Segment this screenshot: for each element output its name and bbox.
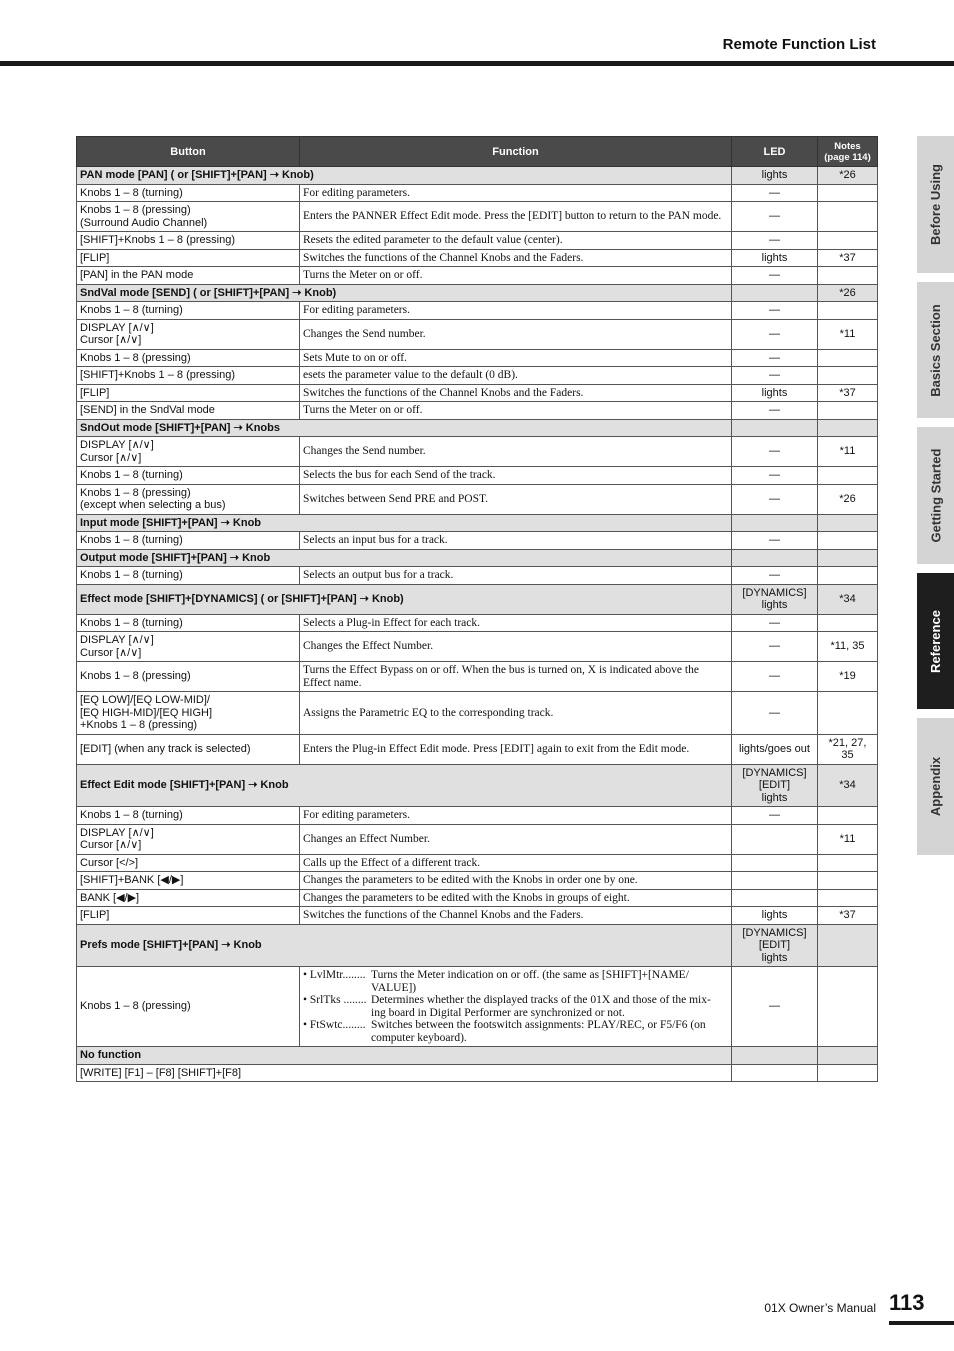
cell-notes	[818, 1064, 878, 1082]
cell-notes: *26	[818, 167, 878, 185]
table-row	[77, 532, 878, 550]
cell-notes: *11	[818, 319, 878, 349]
cell-button: [FLIP]	[77, 907, 300, 925]
cell-button: [SHIFT]+BANK [◀/▶]	[77, 872, 300, 890]
cell-led: —	[732, 184, 818, 202]
cell-button: Knobs 1 – 8 (pressing)	[77, 349, 300, 367]
cell-notes	[818, 302, 878, 320]
cell-notes	[818, 692, 878, 735]
cell-led	[732, 889, 818, 907]
page-header-title: Remote Function List	[722, 36, 876, 53]
table-row	[77, 402, 878, 420]
header-led: LED	[732, 137, 818, 167]
cell-led: lights	[732, 384, 818, 402]
cell-button: [SHIFT]+Knobs 1 – 8 (pressing)	[77, 367, 300, 385]
header-rule	[0, 61, 954, 66]
cell-button: SndVal mode [SEND] ( or [SHIFT]+[PAN] ➝ Knob)	[77, 284, 732, 302]
table-row	[77, 824, 878, 854]
cell-button: Knobs 1 – 8 (turning)	[77, 807, 300, 825]
cell-notes	[818, 267, 878, 285]
cell-function: Resets the edited parameter to the default value (center).	[300, 232, 732, 250]
cell-button: [EQ LOW]/[EQ LOW-MID]/ [EQ HIGH-MID]/[EQ HIGH] +Knobs 1 – 8 (pressing)	[77, 692, 300, 735]
cell-notes	[818, 1047, 878, 1065]
tab-label: Before Using	[928, 164, 943, 245]
page-number: 113	[889, 1290, 925, 1315]
cell-led	[732, 854, 818, 872]
cell-function: Selects an output bus for a track.	[300, 567, 732, 585]
cell-notes	[818, 854, 878, 872]
cell-button: Knobs 1 – 8 (pressing)	[77, 662, 300, 692]
cell-button: Knobs 1 – 8 (turning)	[77, 532, 300, 550]
prefs-key: • FtSwtc........	[303, 1019, 366, 1031]
table-section-row	[77, 584, 878, 614]
cell-led: —	[732, 437, 818, 467]
table-row	[77, 854, 878, 872]
cell-button: DISPLAY [∧/∨] Cursor [∧/∨]	[77, 632, 300, 662]
prefs-text: Turns the Meter indication on or off. (the same as [SHIFT]+[NAME/ VALUE])	[371, 969, 689, 994]
cell-led: —	[732, 467, 818, 485]
table-row	[77, 967, 878, 1047]
table-section-row	[77, 549, 878, 567]
cell-led: —	[732, 319, 818, 349]
table-row	[77, 662, 878, 692]
cell-button: [EDIT] (when any track is selected)	[77, 734, 300, 764]
cell-notes	[818, 349, 878, 367]
table-row	[77, 632, 878, 662]
cell-led: [DYNAMICS] [EDIT] lights	[732, 764, 818, 807]
cell-function: Switches between Send PRE and POST.	[300, 484, 732, 514]
cell-button: Knobs 1 – 8 (pressing)	[77, 967, 300, 1047]
cell-notes: *11	[818, 437, 878, 467]
cell-function: For editing parameters.	[300, 302, 732, 320]
cell-function: Sets Mute to on or off.	[300, 349, 732, 367]
remote-function-table	[76, 136, 878, 1082]
table-header-row	[77, 137, 878, 167]
cell-button: Effect Edit mode [SHIFT]+[PAN] ➝ Knob	[77, 764, 732, 807]
cell-button: DISPLAY [∧/∨] Cursor [∧/∨]	[77, 824, 300, 854]
cell-notes: *37	[818, 384, 878, 402]
cell-notes	[818, 967, 878, 1047]
cell-function: Assigns the Parametric EQ to the corresponding track.	[300, 692, 732, 735]
cell-function: Selects a Plug-in Effect for each track.	[300, 614, 732, 632]
cell-notes: *37	[818, 249, 878, 267]
cell-led: [DYNAMICS] lights	[732, 584, 818, 614]
cell-notes: *21, 27, 35	[818, 734, 878, 764]
cell-notes	[818, 514, 878, 532]
cell-function: For editing parameters.	[300, 184, 732, 202]
tab-reference[interactable]	[917, 573, 954, 709]
table-row	[77, 872, 878, 890]
cell-function: Turns the Meter on or off.	[300, 267, 732, 285]
cell-function: esets the parameter value to the default (0 dB).	[300, 367, 732, 385]
cell-led	[732, 872, 818, 890]
table-row	[77, 807, 878, 825]
cell-function	[300, 967, 732, 1047]
cell-led: —	[732, 267, 818, 285]
cell-notes	[818, 367, 878, 385]
cell-button: [SEND] in the SndVal mode	[77, 402, 300, 420]
table-section-row	[77, 419, 878, 437]
cell-notes	[818, 924, 878, 967]
cell-notes: *37	[818, 907, 878, 925]
cell-led: —	[732, 367, 818, 385]
table-row	[77, 202, 878, 232]
cell-button: [PAN] in the PAN mode	[77, 267, 300, 285]
cell-function: Turns the Effect Bypass on or off. When the bus is turned on, X is indicated above the Effect name.	[300, 662, 732, 692]
footer-rule	[889, 1321, 954, 1325]
table-row	[77, 349, 878, 367]
cell-led: —	[732, 484, 818, 514]
cell-notes: *11, 35	[818, 632, 878, 662]
table-row	[77, 232, 878, 250]
cell-led: —	[732, 349, 818, 367]
cell-function: Selects an input bus for a track.	[300, 532, 732, 550]
cell-notes	[818, 889, 878, 907]
table-section-row	[77, 1047, 878, 1065]
tab-label: Reference	[928, 609, 943, 673]
cell-led	[732, 549, 818, 567]
header-notes: Notes (page 114)	[818, 137, 878, 167]
table-section-row	[77, 167, 878, 185]
cell-button: Knobs 1 – 8 (turning)	[77, 614, 300, 632]
table-section-row	[77, 284, 878, 302]
cell-function: Changes the Send number.	[300, 319, 732, 349]
cell-button: PAN mode [PAN] ( or [SHIFT]+[PAN] ➝ Knob)	[77, 167, 732, 185]
tab-label: Basics Section	[928, 303, 943, 397]
cell-notes	[818, 807, 878, 825]
table-row	[77, 302, 878, 320]
table-row	[77, 319, 878, 349]
cell-notes	[818, 549, 878, 567]
cell-led: lights	[732, 907, 818, 925]
cell-notes: *26	[818, 484, 878, 514]
tab-label: Getting Started	[928, 448, 943, 543]
cell-led	[732, 419, 818, 437]
cell-function: For editing parameters.	[300, 807, 732, 825]
table-row	[77, 1064, 878, 1082]
cell-notes	[818, 567, 878, 585]
table-row	[77, 249, 878, 267]
cell-button: Knobs 1 – 8 (turning)	[77, 184, 300, 202]
cell-button: DISPLAY [∧/∨] Cursor [∧/∨]	[77, 437, 300, 467]
cell-button: [FLIP]	[77, 249, 300, 267]
cell-button: Prefs mode [SHIFT]+[PAN] ➝ Knob	[77, 924, 732, 967]
cell-led: —	[732, 692, 818, 735]
cell-led: —	[732, 632, 818, 662]
cell-notes: *26	[818, 284, 878, 302]
cell-button: BANK [◀/▶]	[77, 889, 300, 907]
tab-label: Appendix	[928, 756, 944, 817]
cell-notes: *34	[818, 764, 878, 807]
cell-led: —	[732, 807, 818, 825]
prefs-text: Determines whether the displayed tracks of the 01X and those of the mix- ing board in Digital Performer are synchronized or not.	[371, 994, 711, 1019]
cell-notes	[818, 202, 878, 232]
header-button: Button	[77, 137, 300, 167]
table-row	[77, 907, 878, 925]
cell-led: —	[732, 614, 818, 632]
cell-notes: *19	[818, 662, 878, 692]
cell-button: Knobs 1 – 8 (pressing) (Surround Audio Channel)	[77, 202, 300, 232]
table-row	[77, 614, 878, 632]
footer-manual-title: 01X Owner’s Manual	[764, 1301, 876, 1315]
cell-function: Changes the parameters to be edited with the Knobs in groups of eight.	[300, 889, 732, 907]
header-function: Function	[300, 137, 732, 167]
cell-led	[732, 1047, 818, 1065]
cell-notes	[818, 532, 878, 550]
prefs-item	[303, 994, 728, 1019]
cell-function: Changes the Effect Number.	[300, 632, 732, 662]
cell-led: —	[732, 402, 818, 420]
cell-led: —	[732, 532, 818, 550]
cell-function: Switches the functions of the Channel Knobs and the Faders.	[300, 384, 732, 402]
cell-led: —	[732, 302, 818, 320]
cell-led	[732, 1064, 818, 1082]
cell-led: lights/goes out	[732, 734, 818, 764]
table-row	[77, 889, 878, 907]
cell-led: —	[732, 232, 818, 250]
cell-button: [WRITE] [F1] – [F8] [SHIFT]+[F8]	[77, 1064, 732, 1082]
cell-button: No function	[77, 1047, 732, 1065]
cell-led: —	[732, 967, 818, 1047]
cell-notes	[818, 467, 878, 485]
table-row	[77, 467, 878, 485]
cell-button: Knobs 1 – 8 (turning)	[77, 467, 300, 485]
cell-function: Selects the bus for each Send of the track.	[300, 467, 732, 485]
cell-led: —	[732, 202, 818, 232]
table-row	[77, 267, 878, 285]
prefs-item	[303, 969, 728, 994]
table-row	[77, 692, 878, 735]
tab-appendix[interactable]	[917, 718, 954, 855]
cell-function: Changes the Send number.	[300, 437, 732, 467]
table-row	[77, 567, 878, 585]
cell-button: Cursor [</>]	[77, 854, 300, 872]
cell-led	[732, 514, 818, 532]
cell-button: Knobs 1 – 8 (turning)	[77, 567, 300, 585]
cell-button: DISPLAY [∧/∨] Cursor [∧/∨]	[77, 319, 300, 349]
cell-led: [DYNAMICS] [EDIT] lights	[732, 924, 818, 967]
prefs-text: Switches between the footswitch assignments: PLAY/REC, or F5/F6 (on computer keyboard).	[371, 1019, 706, 1044]
cell-notes	[818, 872, 878, 890]
cell-notes: *34	[818, 584, 878, 614]
cell-function: Turns the Meter on or off.	[300, 402, 732, 420]
cell-notes	[818, 419, 878, 437]
cell-notes	[818, 614, 878, 632]
table-section-row	[77, 764, 878, 807]
prefs-key: • LvlMtr........	[303, 969, 366, 981]
cell-button: [SHIFT]+Knobs 1 – 8 (pressing)	[77, 232, 300, 250]
cell-led	[732, 824, 818, 854]
cell-notes: *11	[818, 824, 878, 854]
table-row	[77, 184, 878, 202]
table-row	[77, 384, 878, 402]
cell-notes	[818, 402, 878, 420]
cell-function: Switches the functions of the Channel Knobs and the Faders.	[300, 249, 732, 267]
tab-getting-started[interactable]	[917, 427, 954, 564]
cell-led: lights	[732, 167, 818, 185]
table-section-row	[77, 514, 878, 532]
cell-button: Output mode [SHIFT]+[PAN] ➝ Knob	[77, 549, 732, 567]
table-row	[77, 734, 878, 764]
cell-led: —	[732, 567, 818, 585]
cell-led	[732, 284, 818, 302]
cell-notes	[818, 184, 878, 202]
cell-button: Knobs 1 – 8 (turning)	[77, 302, 300, 320]
tab-before-using[interactable]	[917, 136, 954, 273]
prefs-key: • SrlTks ........	[303, 994, 367, 1006]
cell-button: [FLIP]	[77, 384, 300, 402]
cell-function: Enters the PANNER Effect Edit mode. Press the [EDIT] button to return to the PAN mode.	[300, 202, 732, 232]
cell-button: Input mode [SHIFT]+[PAN] ➝ Knob	[77, 514, 732, 532]
cell-button: Effect mode [SHIFT]+[DYNAMICS] ( or [SHIFT]+[PAN] ➝ Knob)	[77, 584, 732, 614]
cell-function: Switches the functions of the Channel Knobs and the Faders.	[300, 907, 732, 925]
cell-function: Changes an Effect Number.	[300, 824, 732, 854]
cell-function: Enters the Plug-in Effect Edit mode. Press [EDIT] again to exit from the Edit mode.	[300, 734, 732, 764]
cell-led: —	[732, 662, 818, 692]
table-row	[77, 484, 878, 514]
cell-led: lights	[732, 249, 818, 267]
table-row	[77, 437, 878, 467]
cell-button: SndOut mode [SHIFT]+[PAN] ➝ Knobs	[77, 419, 732, 437]
prefs-item	[303, 1019, 728, 1044]
cell-function: Calls up the Effect of a different track.	[300, 854, 732, 872]
table-row	[77, 367, 878, 385]
cell-function: Changes the parameters to be edited with the Knobs in order one by one.	[300, 872, 732, 890]
cell-notes	[818, 232, 878, 250]
table-section-row	[77, 924, 878, 967]
cell-button: Knobs 1 – 8 (pressing) (except when selecting a bus)	[77, 484, 300, 514]
tab-basics-section[interactable]	[917, 282, 954, 418]
